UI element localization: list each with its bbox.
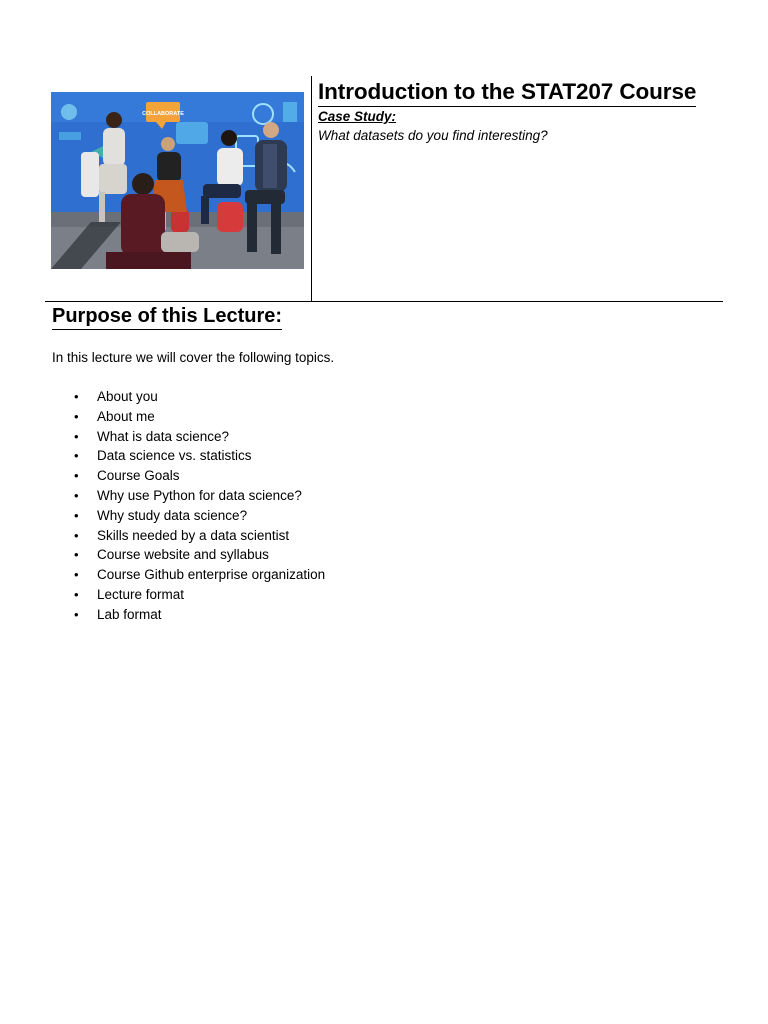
topic-text: Course Github enterprise organization [97, 567, 326, 583]
bullet-icon: • [74, 567, 79, 583]
topic-text: Lab format [97, 606, 162, 622]
topic-text: Lecture format [97, 586, 185, 602]
case-study-question: What datasets do you find interesting? [318, 128, 548, 143]
header-photo [51, 92, 304, 269]
header-horizontal-divider [45, 301, 723, 302]
bullet-icon: • [74, 428, 79, 444]
bullet-icon: • [74, 507, 79, 523]
bullet-icon: • [74, 448, 79, 464]
topic-text: Course Goals [97, 468, 180, 484]
topic-text: Why use Python for data science? [97, 487, 302, 503]
topic-text: Skills needed by a data scientist [97, 527, 290, 543]
bullet-icon: • [74, 408, 79, 424]
bullet-icon: • [74, 468, 79, 484]
case-study-label: Case Study: [318, 109, 397, 124]
topic-text: Course website and syllabus [97, 547, 269, 563]
topic-text: About me [97, 408, 155, 424]
page-title: Introduction to the STAT207 Course [318, 78, 696, 107]
bullet-icon: • [74, 487, 79, 503]
bullet-icon: • [74, 606, 79, 622]
topic-text: What is data science? [97, 428, 230, 444]
bullet-icon: • [74, 586, 79, 602]
group-discussion-photo [51, 92, 304, 269]
bullet-icon: • [74, 527, 79, 543]
topic-text: Why study data science? [97, 507, 248, 523]
purpose-heading: Purpose of this Lecture: [52, 303, 282, 330]
topic-text: Data science vs. statistics [97, 448, 252, 464]
photo-sign-text: COLLABORATE [142, 111, 184, 117]
purpose-intro: In this lecture we will cover the following topics. [52, 350, 335, 365]
bullet-icon: • [74, 547, 79, 563]
header-vertical-divider [311, 76, 312, 302]
bullet-icon: • [74, 389, 79, 404]
topic-text: About you [97, 389, 158, 404]
